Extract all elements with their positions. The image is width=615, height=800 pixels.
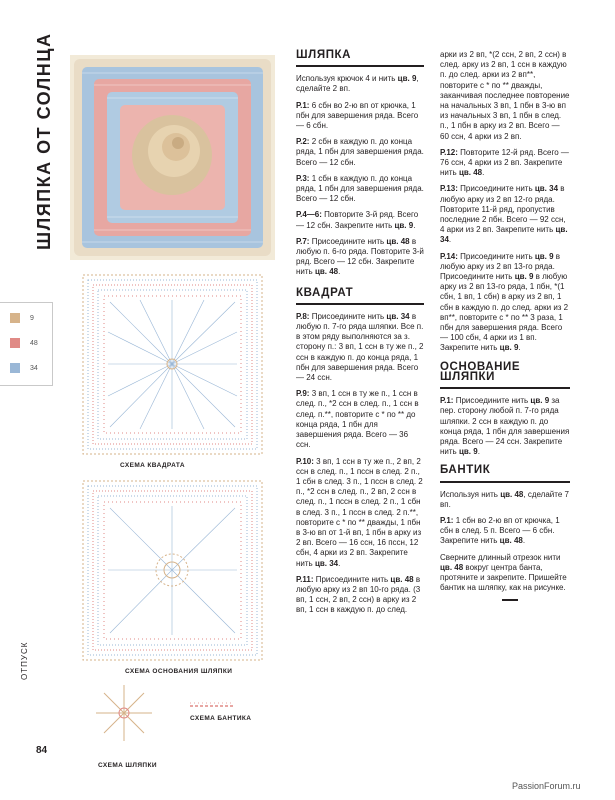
legend-item: 34	[0, 358, 52, 378]
footer-watermark: PassionForum.ru	[512, 781, 581, 791]
hat-diagram	[93, 682, 155, 744]
section-heading-hat: ШЛЯПКА	[296, 49, 352, 61]
bow-diagram	[188, 700, 236, 710]
row-13: Р.13: Присоедините нить цв. 34 в любую арку из 2 вп 12-го ряда. Повторите 11-й ряд, пропустив последние 2 пбн. Всего — 92 ссн, 4 арки из 2 вп. Закрепите нить цв. 34.	[440, 184, 568, 245]
page-number: 84	[36, 745, 48, 756]
heading-rule	[440, 387, 570, 389]
row-10: Р.10: 3 вп, 1 ссн в ту же п., 2 вп, 2 ссн в след. п., 1 пссн в след. 2 п., 1 сбн в след. 3 п., 1 пссн в след. 2 п., *2 ссн в след. п., 2 вп, 2 ссн в след. п., 1 пссн в след. 2 п., 1 сбн в след. 3 п., 1 пссн в след. 2 п.**, повторите с * по ** дважды, 1 пбн в 3-ю вп от 1-й вп, 1 пбн в арку из 2 вп. Всего — 16 ссн, 16 пссн, 12 сбн, 4 арки из 2 вп. Закрепите нить цв. 34.	[296, 456, 423, 568]
section-heading-square: КВАДРАТ	[296, 286, 354, 299]
bow-intro: Используя нить цв. 48, сделайте 7 вп.	[440, 489, 569, 509]
square-diagram	[80, 272, 265, 457]
hat-base-diagram	[80, 478, 265, 663]
hat-base-diagram-caption: СХЕМА ОСНОВАНИЯ ШЛЯПКИ	[125, 668, 233, 675]
swatch-icon	[10, 313, 20, 323]
bow-row-1: Р.1: 1 сбн во 2-ю вп от крючка, 1 сбн в след. 5 п. Всего — 6 сбн. Закрепите нить цв. 48.	[440, 515, 560, 546]
row-8: Р.8: Присоедините нить цв. 34 в любую п. 7-го ряда шляпки. Все п. в этом ряду выполняются за з. сторону п.: 3 вп, 1 ссн в ту же п., 2 ссн в каждую п. до конца ряда, 1 пбн для завершения ряда. Всего — 24 ссн.	[296, 311, 424, 383]
end-rule	[502, 599, 518, 601]
row-11: Р.11: Присоедините нить цв. 48 в любую арку из 2 вп 10-го ряда. (3 вп, 1 ссн, 2 вп, 2 ссн) в арку из 2 вп, 1 ссн в каждую п. до след.	[296, 574, 421, 615]
color-legend	[0, 302, 53, 386]
row-7: Р.7: Присоедините нить цв. 48 в любую п. 6-го ряда. Повторите 3-й ряд. Всего — 12 сбн. Закрепите нить цв. 48.	[296, 236, 424, 277]
legend-item: 9	[0, 308, 52, 328]
hat-square-photo	[70, 55, 275, 260]
row-3: Р.3: 1 сбн в каждую п. до конца ряда, 1 пбн для завершения ряда. Всего — 12 сбн.	[296, 173, 424, 204]
bow-diagram-caption: СХЕМА БАНТИКА	[190, 715, 252, 722]
row-11-continued: арки из 2 вп, *(2 ссн, 2 вп, 2 ссн) в след. арку из 2 вп, 1 ссн в каждую п. до след. арки из 2 вп**, повторите с * по ** дважды, заканчивая последнее повторение на начальных 3 вп, 1 пбн в 3-ю вп из начальных 3 вп, 1 пбн в след. п., 1 пбн в арку из 2 вп. Всего — 60 ссн, 4 арки из 2 вп.	[440, 50, 570, 141]
heading-rule	[296, 303, 424, 305]
text-column-2	[440, 50, 570, 601]
bow-finishing: Сверните длинный отрезок нити цв. 48 вокруг центра банта, протяните и закрепите. Пришейте бантик на шляпку, как на рисунке.	[440, 552, 567, 593]
side-section-label: ОТПУСК	[20, 641, 29, 680]
swatch-icon	[10, 363, 20, 373]
base-row-1: Р.1: Присоедините нить цв. 9 за пер. сторону любой п. 7-го ряда шляпки. 2 ссн в каждую п. до конца ряда, 1 пбн для завершения ряда. Всего — 24 ссн. Закрепите нить цв. 9.	[440, 396, 570, 457]
row-4-6: Р.4—6: Повторите 3-й ряд. Всего — 12 сбн. Закрепите нить цв. 9.	[296, 210, 419, 230]
row-9: Р.9: 3 вп, 1 ссн в ту же п., 1 ссн в след. п., *2 ссн в след. п., 1 ссн в след. п.**, повторите с * по ** до конца ряда, 1 пбн для завершения ряда. Всего — 36 ссн.	[296, 389, 419, 450]
row-2: Р.2: 2 сбн в каждую п. до конца ряда, 1 пбн для завершения ряда. Всего — 12 сбн.	[296, 137, 424, 167]
square-diagram-caption: СХЕМА КВАДРАТА	[120, 462, 185, 469]
legend-item: 48	[0, 333, 52, 353]
row-1: Р.1: 6 сбн во 2-ю вп от крючка, 1 пбн для завершения ряда. Всего — 6 сбн.	[296, 100, 419, 131]
text-column-1	[296, 50, 424, 622]
heading-rule	[440, 481, 570, 483]
row-14: Р.14: Присоедините нить цв. 9 в любую арку из 2 вп 13-го ряда. Присоедините нить цв. 9 в любую арку из 2 вп 13-го ряда, 1 пбн, *(1 сбн, 1 вп, 1 сбн) в арку из 2 вп, 1 сбн в каждую п. до след. арки из 2 вп**, повторите с * по ** 3 раза, 1 пбн для завершения ряда. Всего — 100 сбн, 4 арки из 1 вп. Закрепите нить цв. 9.	[440, 251, 569, 353]
vertical-title: ШЛЯПКА ОТ СОЛНЦА	[34, 32, 54, 250]
hat-diagram-caption: СХЕМА ШЛЯПКИ	[98, 762, 157, 769]
row-12: Р.12: Повторите 12-й ряд. Всего — 76 ссн, 4 арки из 2 вп. Закрепите нить цв. 48.	[440, 147, 569, 178]
heading-rule	[296, 65, 424, 67]
swatch-icon	[10, 338, 20, 348]
section-heading-bow: БАНТИК	[440, 464, 491, 477]
section-heading-hat-base: ОСНОВАНИЕ ШЛЯПКИ	[440, 360, 521, 383]
hat-intro: Используя крючок 4 и нить цв. 9, сделайте 2 вп.	[296, 74, 419, 94]
